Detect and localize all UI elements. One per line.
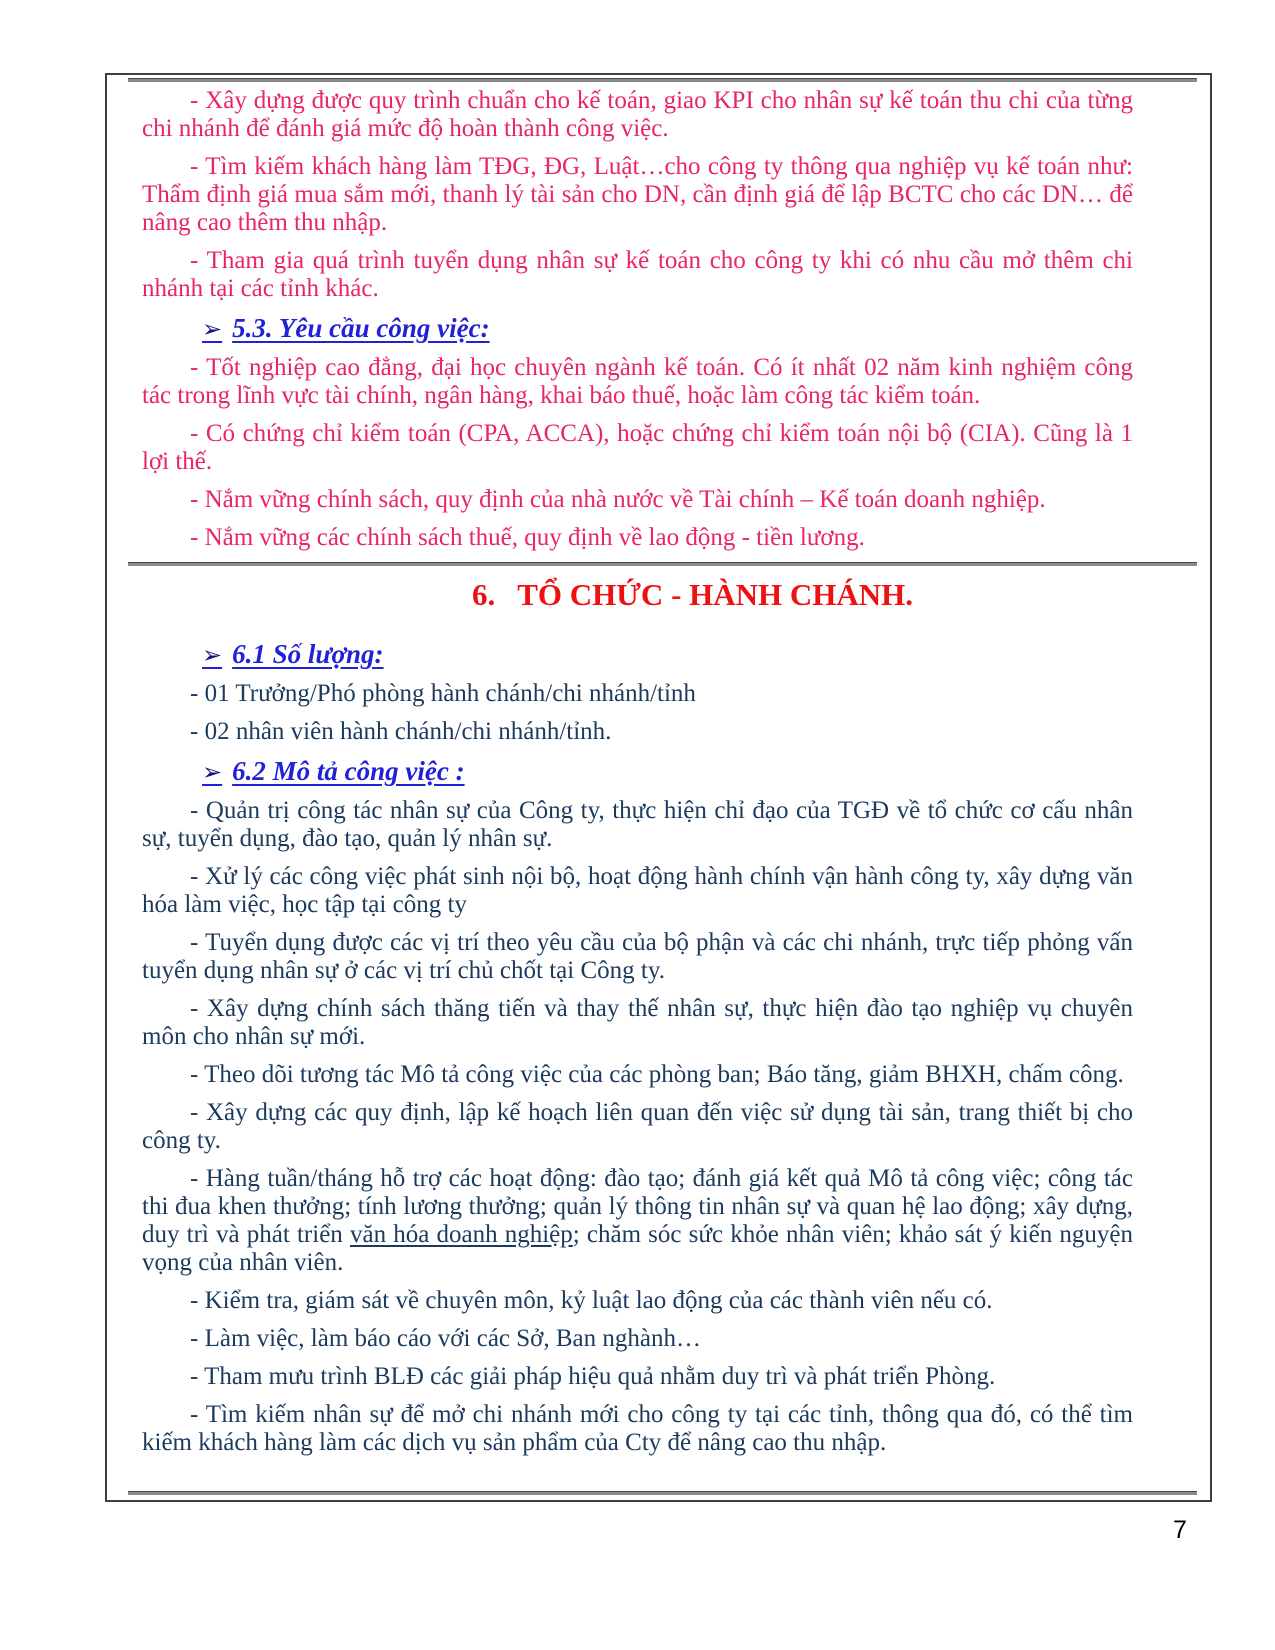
heading-6-2-job-description xyxy=(142,756,1133,787)
section-number: 6. xyxy=(471,577,496,612)
duty-paragraph: - Tham gia quá trình tuyển dụng nhân sự kế toán cho công ty khi có nhu cầu mở thêm chi nhánh tại các tỉnh khác. xyxy=(142,247,1133,302)
document-border-box xyxy=(105,73,1212,1502)
section-title-text: TỔ CHỨC - HÀNH CHÁNH. xyxy=(517,577,914,612)
duty-paragraph: - Tuyển dụng được các vị trí theo yêu cầu của bộ phận và các chi nhánh, trực tiếp phỏng vấn tuyển dụng nhân sự ở các vị trí chủ chốt tại Công ty. xyxy=(142,929,1133,984)
heading-label: 5.3. Yêu cầu công việc: xyxy=(232,313,490,343)
quantity-item: - 02 nhân viên hành chánh/chi nhánh/tỉnh. xyxy=(190,718,612,745)
section-divider-bottom xyxy=(128,1491,1197,1495)
heading-6-1-quantity xyxy=(142,639,1133,670)
section-6-title xyxy=(142,577,1133,613)
requirement-paragraph: - Tốt nghiệp cao đẳng, đại học chuyên ngành kế toán. Có ít nhất 02 năm kinh nghiệm công tác trong lĩnh vực tài chính, ngân hàng, khai báo thuế, hoặc làm công tác kiểm toán. xyxy=(142,354,1133,409)
requirement-paragraph: - Nắm vững chính sách, quy định của nhà nước về Tài chính – Kế toán doanh nghiệp. xyxy=(190,486,1046,513)
duty-paragraph: - Làm việc, làm báo cáo với các Sở, Ban nghành… xyxy=(190,1325,701,1352)
arrow-bullet-icon: ➢ xyxy=(202,315,223,343)
requirement-paragraph: - Có chứng chỉ kiểm toán (CPA, ACCA), hoặc chứng chỉ kiểm toán nội bộ (CIA). Cũng là 1 lợi thế. xyxy=(142,420,1133,475)
section-5-content xyxy=(107,82,1210,552)
requirement-paragraph: - Nắm vững các chính sách thuế, quy định về lao động - tiền lương. xyxy=(190,524,865,551)
quantity-item: - 01 Trưởng/Phó phòng hành chánh/chi nhánh/tỉnh xyxy=(190,680,696,707)
duty-paragraph: - Theo dõi tương tác Mô tả công việc của các phòng ban; Báo tăng, giảm BHXH, chấm công. xyxy=(190,1061,1124,1088)
arrow-bullet-icon: ➢ xyxy=(202,641,223,669)
duty-paragraph: - Xây dựng các quy định, lập kế hoạch liên quan đến việc sử dụng tài sản, trang thiết bị cho công ty. xyxy=(142,1099,1133,1154)
duty-paragraph: - Tham mưu trình BLĐ các giải pháp hiệu quả nhằm duy trì và phát triển Phòng. xyxy=(190,1363,996,1390)
duty-paragraph: - Xây dựng được quy trình chuẩn cho kế toán, giao KPI cho nhân sự kế toán thu chi của từng chi nhánh để đánh giá mức độ hoàn thành công việc. xyxy=(142,87,1133,142)
duty-paragraph: - Quản trị công tác nhân sự của Công ty, thực hiện chỉ đạo của TGĐ về tổ chức cơ cấu nhân sự, tuyển dụng, đào tạo, quản lý nhân sự. xyxy=(142,797,1133,852)
duty-text-pre: - Hàng tuần/tháng hỗ trợ các hoạt động: đào tạo; đánh giá kết quả Mô tả công việc; công tác thi đua khen thưởng; tính lương thưởng; quản lý thông tin nhân sự và quan hệ lao động; xây dựng, duy trì và phát triển xyxy=(142,1165,1133,1248)
section-6-content xyxy=(107,566,1210,1457)
duty-paragraph: - Kiểm tra, giám sát về chuyên môn, kỷ luật lao động của các thành viên nếu có. xyxy=(190,1287,993,1314)
duty-paragraph: - Tìm kiếm khách hàng làm TĐG, ĐG, Luật…cho công ty thông qua nghiệp vụ kế toán như: Thẩm định giá mua sắm mới, thanh lý tài sản cho DN, cần định giá để lập BCTC cho các DN… để nâng cao thêm thu nhập. xyxy=(142,153,1133,236)
duty-paragraph: - Tìm kiếm nhân sự để mở chi nhánh mới cho công ty tại các tỉnh, thông qua đó, có thể tìm kiếm khách hàng làm các dịch vụ sản phẩm của Cty để nâng cao thu nhập. xyxy=(142,1401,1133,1456)
duty-paragraph-weekly xyxy=(142,1165,1133,1277)
arrow-bullet-icon: ➢ xyxy=(202,758,223,786)
duty-text-post: ; chăm sóc sức khỏe nhân viên; khảo sát ý kiến nguyện vọng của nhân viên. xyxy=(142,1221,1133,1276)
duty-paragraph: - Xử lý các công việc phát sinh nội bộ, hoạt động hành chính vận hành công ty, xây dựng văn hóa làm việc, học tập tại công ty xyxy=(142,863,1133,918)
heading-label: 6.2 Mô tả công việc : xyxy=(232,756,465,786)
underlined-phrase: văn hóa doanh nghiệp xyxy=(349,1221,573,1248)
page-number: 7 xyxy=(1173,1516,1187,1544)
heading-label: 6.1 Số lượng: xyxy=(232,639,384,669)
duty-paragraph: - Xây dựng chính sách thăng tiến và thay thế nhân sự, thực hiện đào tạo nghiệp vụ chuyên môn cho nhân sự mới. xyxy=(142,995,1133,1050)
heading-5-3-requirements xyxy=(142,313,1133,344)
